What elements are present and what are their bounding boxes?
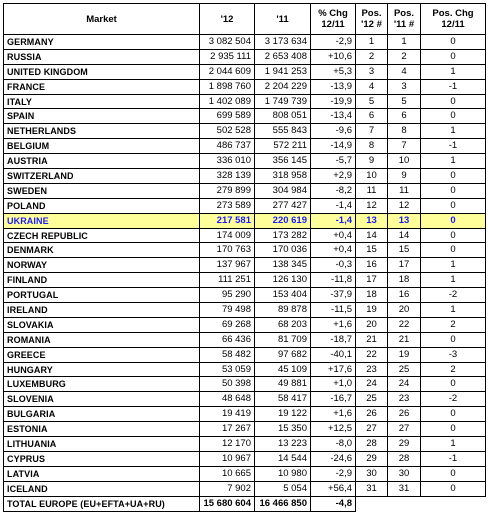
cell-market: UKRAINE [4, 213, 200, 228]
cell-year-12: 10 665 [200, 466, 255, 481]
cell-pos-chg: 0 [421, 35, 486, 50]
cell-pos-12: 24 [356, 377, 388, 392]
table-row [4, 303, 486, 318]
cell-year-12: 3 082 504 [200, 35, 255, 50]
cell-market: LITHUANIA [4, 437, 200, 452]
table-row [4, 109, 486, 124]
cell-year-12: 2 044 609 [200, 64, 255, 79]
cell-pos-12: 11 [356, 183, 388, 198]
cell-year-11: 356 145 [255, 154, 311, 169]
cell-pos-11: 5 [388, 94, 421, 109]
cell-pos-12: 18 [356, 288, 388, 303]
table-row [4, 481, 486, 496]
cell-pos-11: 22 [388, 317, 421, 332]
cell-market: UNITED KINGDOM [4, 64, 200, 79]
cell-pos-chg: 1 [421, 258, 486, 273]
cell-pct-chg: -8,0 [311, 437, 356, 452]
table-row [4, 49, 486, 64]
cell-pos-chg: 0 [421, 332, 486, 347]
cell-pos-11: 12 [388, 198, 421, 213]
cell-market: PORTUGAL [4, 288, 200, 303]
cell-year-11: 138 345 [255, 258, 311, 273]
cell-pos-11: 9 [388, 169, 421, 184]
cell-pct-chg: -18,7 [311, 332, 356, 347]
cell-pos-chg: 0 [421, 198, 486, 213]
cell-year-11: 1 941 253 [255, 64, 311, 79]
market-table-container [3, 3, 486, 512]
cell-pos-chg: -1 [421, 79, 486, 94]
header-year-11: '11 [255, 4, 311, 35]
cell-pos-11: 15 [388, 243, 421, 258]
cell-year-12: 174 009 [200, 228, 255, 243]
cell-year-12: 95 290 [200, 288, 255, 303]
cell-pos-12: 17 [356, 273, 388, 288]
cell-pos-12: 10 [356, 169, 388, 184]
cell-market: SLOVAKIA [4, 317, 200, 332]
cell-pos-12: 4 [356, 79, 388, 94]
table-row [4, 258, 486, 273]
cell-pos-12: 23 [356, 362, 388, 377]
table-row [4, 288, 486, 303]
cell-year-11: 277 427 [255, 198, 311, 213]
cell-year-11: 170 036 [255, 243, 311, 258]
cell-pos-11: 28 [388, 451, 421, 466]
cell-market: SWEDEN [4, 183, 200, 198]
cell-market: GERMANY [4, 35, 200, 50]
table-row [4, 139, 486, 154]
cell-pos-chg: 0 [421, 213, 486, 228]
cell-pos-12: 22 [356, 347, 388, 362]
cell-pos-chg: 1 [421, 437, 486, 452]
cell-pct-chg: -40,1 [311, 347, 356, 362]
cell-pct-chg: -9,6 [311, 124, 356, 139]
cell-pos-12: 2 [356, 49, 388, 64]
cell-market: ITALY [4, 94, 200, 109]
cell-pct-chg: +5,3 [311, 64, 356, 79]
cell-pct-chg: -2,9 [311, 35, 356, 50]
cell-pct-chg: +56,4 [311, 481, 356, 496]
table-row [4, 154, 486, 169]
cell-market: IRELAND [4, 303, 200, 318]
table-row [4, 362, 486, 377]
cell-year-11: 173 282 [255, 228, 311, 243]
cell-market: LUXEMBURG [4, 377, 200, 392]
table-row [4, 94, 486, 109]
cell-pos-11: 29 [388, 437, 421, 452]
cell-pos-12: 12 [356, 198, 388, 213]
cell-pct-chg: -11,8 [311, 273, 356, 288]
cell-pos-11: 19 [388, 347, 421, 362]
cell-pos-12: 7 [356, 124, 388, 139]
table-row-highlighted [4, 213, 486, 228]
table-row [4, 407, 486, 422]
cell-pos-11: 16 [388, 288, 421, 303]
cell-pos-11: 8 [388, 124, 421, 139]
cell-pct-chg: -8,2 [311, 183, 356, 198]
cell-pos-chg: 0 [421, 466, 486, 481]
cell-pct-chg: -11,5 [311, 303, 356, 318]
cell-market: POLAND [4, 198, 200, 213]
cell-pct-chg: -1,4 [311, 213, 356, 228]
cell-year-12: 2 935 111 [200, 49, 255, 64]
cell-pct-chg: +12,5 [311, 422, 356, 437]
cell-pos-11: 21 [388, 332, 421, 347]
cell-pos-chg: 0 [421, 183, 486, 198]
cell-pos-11: 23 [388, 392, 421, 407]
cell-market: ROMANIA [4, 332, 200, 347]
cell-pos-11: 13 [388, 213, 421, 228]
cell-pos-11: 1 [388, 35, 421, 50]
cell-pos-chg: 1 [421, 124, 486, 139]
cell-pos-11: 18 [388, 273, 421, 288]
cell-pos-chg: 2 [421, 317, 486, 332]
cell-year-11: 97 682 [255, 347, 311, 362]
cell-year-12: 273 589 [200, 198, 255, 213]
cell-year-11: 1 749 739 [255, 94, 311, 109]
cell-pos-12: 3 [356, 64, 388, 79]
cell-pos-11: 10 [388, 154, 421, 169]
cell-pos-11: 14 [388, 228, 421, 243]
cell-year-11: 14 544 [255, 451, 311, 466]
cell-market: NETHERLANDS [4, 124, 200, 139]
table-row [4, 273, 486, 288]
cell-pct-chg: +0,4 [311, 228, 356, 243]
cell-pos-chg: 0 [421, 243, 486, 258]
header-year-12: '12 [200, 4, 255, 35]
table-row [4, 332, 486, 347]
cell-year-11: 220 619 [255, 213, 311, 228]
cell-pos-chg: 2 [421, 362, 486, 377]
cell-pos-11: 25 [388, 362, 421, 377]
cell-pos-12: 30 [356, 466, 388, 481]
cell-year-12: 58 482 [200, 347, 255, 362]
cell-pos-12: 31 [356, 481, 388, 496]
cell-pos-chg: 1 [421, 273, 486, 288]
cell-pos-12: 29 [356, 451, 388, 466]
cell-year-11: 58 417 [255, 392, 311, 407]
cell-market: BULGARIA [4, 407, 200, 422]
cell-year-11: 81 709 [255, 332, 311, 347]
header-pos-12: Pos. '12 # [356, 4, 388, 35]
cell-market: ICELAND [4, 481, 200, 496]
table-body [4, 35, 486, 512]
cell-year-11: 153 404 [255, 288, 311, 303]
cell-pos-chg: 1 [421, 154, 486, 169]
cell-pos-chg: -1 [421, 451, 486, 466]
cell-pos-chg: -1 [421, 139, 486, 154]
total-year-11: 16 466 850 [255, 496, 311, 511]
header-market: Market [4, 4, 200, 35]
cell-market: AUSTRIA [4, 154, 200, 169]
cell-pct-chg: -16,7 [311, 392, 356, 407]
cell-year-11: 572 211 [255, 139, 311, 154]
cell-market: GREECE [4, 347, 200, 362]
cell-pct-chg: +0,4 [311, 243, 356, 258]
cell-year-12: 279 899 [200, 183, 255, 198]
cell-pct-chg: -13,4 [311, 109, 356, 124]
cell-pos-12: 27 [356, 422, 388, 437]
cell-year-11: 45 109 [255, 362, 311, 377]
cell-year-12: 79 498 [200, 303, 255, 318]
cell-pos-chg: 0 [421, 169, 486, 184]
cell-year-11: 126 130 [255, 273, 311, 288]
cell-market: HUNGARY [4, 362, 200, 377]
cell-market: FINLAND [4, 273, 200, 288]
cell-market: BELGIUM [4, 139, 200, 154]
cell-year-12: 17 267 [200, 422, 255, 437]
cell-market: NORWAY [4, 258, 200, 273]
cell-pos-11: 31 [388, 481, 421, 496]
cell-pct-chg: +1,0 [311, 377, 356, 392]
cell-pos-chg: 0 [421, 94, 486, 109]
cell-pos-12: 1 [356, 35, 388, 50]
cell-year-11: 13 223 [255, 437, 311, 452]
cell-pos-chg: 0 [421, 109, 486, 124]
cell-pos-11: 4 [388, 64, 421, 79]
cell-year-11: 2 653 408 [255, 49, 311, 64]
cell-pos-11: 6 [388, 109, 421, 124]
cell-pos-chg: 0 [421, 481, 486, 496]
table-row [4, 422, 486, 437]
cell-pos-11: 11 [388, 183, 421, 198]
cell-year-12: 328 139 [200, 169, 255, 184]
cell-year-12: 502 528 [200, 124, 255, 139]
cell-year-12: 1 898 760 [200, 79, 255, 94]
cell-pos-chg: 0 [421, 407, 486, 422]
cell-pos-12: 5 [356, 94, 388, 109]
cell-market: ESTONIA [4, 422, 200, 437]
cell-year-12: 170 763 [200, 243, 255, 258]
header-pos-chg: Pos. Chg 12/11 [421, 4, 486, 35]
cell-year-12: 69 268 [200, 317, 255, 332]
cell-pct-chg: +10,6 [311, 49, 356, 64]
cell-pct-chg: -19,9 [311, 94, 356, 109]
table-row [4, 243, 486, 258]
cell-market: SLOVENIA [4, 392, 200, 407]
cell-pct-chg: +1,6 [311, 317, 356, 332]
cell-year-12: 53 059 [200, 362, 255, 377]
cell-pos-chg: 0 [421, 377, 486, 392]
table-row [4, 466, 486, 481]
cell-year-12: 10 967 [200, 451, 255, 466]
cell-year-12: 217 581 [200, 213, 255, 228]
total-market: TOTAL EUROPE (EU+EFTA+UA+RU) [4, 496, 200, 511]
header-pct-chg: % Chg 12/11 [311, 4, 356, 35]
cell-pos-chg: 0 [421, 228, 486, 243]
cell-market: DENMARK [4, 243, 200, 258]
cell-pos-12: 28 [356, 437, 388, 452]
cell-market: LATVIA [4, 466, 200, 481]
cell-pos-chg: -2 [421, 392, 486, 407]
cell-pos-12: 26 [356, 407, 388, 422]
cell-year-11: 19 122 [255, 407, 311, 422]
market-table [3, 3, 486, 512]
cell-year-12: 137 967 [200, 258, 255, 273]
cell-year-12: 336 010 [200, 154, 255, 169]
cell-year-12: 66 436 [200, 332, 255, 347]
cell-pct-chg: -13,9 [311, 79, 356, 94]
cell-pct-chg: -24,6 [311, 451, 356, 466]
table-row [4, 79, 486, 94]
cell-pos-chg: -2 [421, 288, 486, 303]
header-row [4, 4, 486, 35]
table-row [4, 377, 486, 392]
cell-year-12: 12 170 [200, 437, 255, 452]
cell-pct-chg: +1,6 [311, 407, 356, 422]
cell-year-11: 49 881 [255, 377, 311, 392]
table-row [4, 183, 486, 198]
cell-year-12: 50 398 [200, 377, 255, 392]
cell-market: CYPRUS [4, 451, 200, 466]
cell-market: SWITZERLAND [4, 169, 200, 184]
cell-year-11: 304 984 [255, 183, 311, 198]
cell-year-11: 318 958 [255, 169, 311, 184]
cell-year-12: 48 648 [200, 392, 255, 407]
cell-year-11: 5 054 [255, 481, 311, 496]
cell-year-12: 486 737 [200, 139, 255, 154]
cell-pos-chg: -3 [421, 347, 486, 362]
cell-pos-11: 2 [388, 49, 421, 64]
cell-year-11: 2 204 229 [255, 79, 311, 94]
table-row [4, 35, 486, 50]
table-row [4, 64, 486, 79]
cell-pct-chg: -2,9 [311, 466, 356, 481]
cell-market: RUSSIA [4, 49, 200, 64]
cell-pct-chg: +17,6 [311, 362, 356, 377]
cell-pos-chg: 0 [421, 422, 486, 437]
cell-pos-12: 16 [356, 258, 388, 273]
cell-year-12: 1 402 089 [200, 94, 255, 109]
cell-year-11: 555 843 [255, 124, 311, 139]
cell-pos-12: 13 [356, 213, 388, 228]
cell-pos-12: 14 [356, 228, 388, 243]
cell-pct-chg: +2,9 [311, 169, 356, 184]
table-row [4, 317, 486, 332]
cell-pos-12: 15 [356, 243, 388, 258]
table-row [4, 392, 486, 407]
table-row [4, 228, 486, 243]
cell-pos-11: 17 [388, 258, 421, 273]
cell-pos-12: 21 [356, 332, 388, 347]
cell-year-12: 7 902 [200, 481, 255, 496]
cell-pos-11: 26 [388, 407, 421, 422]
total-empty-cell [356, 496, 486, 511]
cell-pct-chg: -0,3 [311, 258, 356, 273]
total-pct-chg: -4,8 [311, 496, 356, 511]
table-row [4, 198, 486, 213]
cell-pos-12: 19 [356, 303, 388, 318]
total-year-12: 15 680 604 [200, 496, 255, 511]
cell-pos-12: 20 [356, 317, 388, 332]
header-pos-11: Pos. '11 # [388, 4, 421, 35]
table-row [4, 124, 486, 139]
cell-market: SPAIN [4, 109, 200, 124]
cell-pos-11: 27 [388, 422, 421, 437]
total-row [4, 496, 486, 511]
cell-pct-chg: -5,7 [311, 154, 356, 169]
cell-pos-chg: 0 [421, 49, 486, 64]
cell-market: CZECH REPUBLIC [4, 228, 200, 243]
cell-pos-chg: 1 [421, 303, 486, 318]
cell-year-11: 68 203 [255, 317, 311, 332]
cell-pos-11: 3 [388, 79, 421, 94]
cell-year-12: 699 589 [200, 109, 255, 124]
table-row [4, 437, 486, 452]
cell-pos-11: 24 [388, 377, 421, 392]
cell-pos-12: 25 [356, 392, 388, 407]
cell-year-11: 89 878 [255, 303, 311, 318]
cell-year-11: 15 350 [255, 422, 311, 437]
cell-pos-11: 7 [388, 139, 421, 154]
table-row [4, 169, 486, 184]
cell-year-11: 10 980 [255, 466, 311, 481]
table-row [4, 451, 486, 466]
cell-pos-chg: 1 [421, 64, 486, 79]
cell-pos-12: 8 [356, 139, 388, 154]
cell-pct-chg: -37,9 [311, 288, 356, 303]
cell-pos-12: 9 [356, 154, 388, 169]
cell-pos-11: 30 [388, 466, 421, 481]
cell-year-12: 111 251 [200, 273, 255, 288]
cell-year-12: 19 419 [200, 407, 255, 422]
table-row [4, 347, 486, 362]
cell-year-11: 808 051 [255, 109, 311, 124]
cell-pos-12: 6 [356, 109, 388, 124]
cell-pos-11: 20 [388, 303, 421, 318]
cell-market: FRANCE [4, 79, 200, 94]
cell-year-11: 3 173 634 [255, 35, 311, 50]
cell-pct-chg: -1,4 [311, 198, 356, 213]
cell-pct-chg: -14,9 [311, 139, 356, 154]
